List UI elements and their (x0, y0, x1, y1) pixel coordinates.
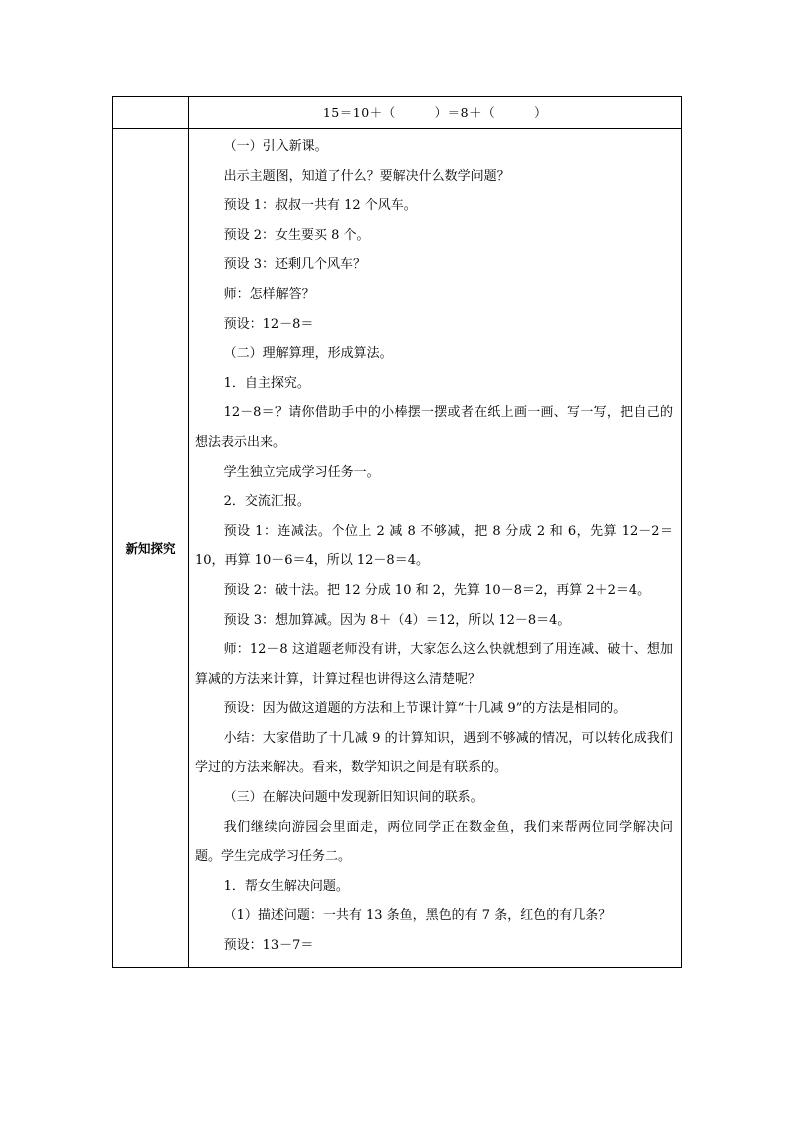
paragraph: 预设 2：破十法。把 12 分成 10 和 2，先算 10－8＝2，再算 2＋2＝4。 (223, 582, 651, 598)
paragraph: （三）在解决问题中发现新旧知识间的联系。 (223, 790, 484, 806)
paragraph: 预设 3：想加算减。因为 8＋（4）＝12，所以 12－8＝4。 (223, 612, 571, 628)
paragraph: 学生独立完成学习任务一。 (223, 464, 380, 480)
paragraph: 师：怎样解答？ (223, 286, 315, 302)
paragraph: 2．交流汇报。 (223, 494, 310, 510)
formula-cell: 15＝10＋（ ）＝8＋（ ） (189, 97, 682, 129)
paragraph: 预设：因为做这道题的方法和上节课计算“十几减 9”的方法是相同的。 (223, 701, 627, 717)
paragraph: （1）描述问题：一共有 13 条鱼，黑色的有 7 条，红色的有几条？ (223, 908, 612, 924)
section-label: 新知探究 (113, 129, 189, 968)
paragraph: 预设 2：女生要买 8 个。 (223, 227, 370, 243)
paragraph: 1．自主探究。 (223, 375, 310, 391)
paragraph: 出示主题图，知道了什么？要解决什么数学问题？ (223, 168, 510, 184)
paragraph: 1．帮女生解决问题。 (223, 878, 349, 894)
paragraph: 预设 1：连减法。个位上 2 减 8 不够减，把 8 分成 2 和 6，先算 12－2＝10，再算 10－6＝4，所以 12－8＝4。 (195, 523, 673, 569)
paragraph: 预设 1：叔叔一共有 12 个风车。 (223, 198, 417, 214)
paragraph: 师：12－8 这道题老师没有讲，大家怎么这么快就想到了用连减、破十、想加算减的方法来计算，计算过程也讲得这么清楚呢？ (195, 642, 673, 687)
row-label-cell (113, 97, 189, 129)
paragraph: 我们继续向游园会里面走，两位同学正在数金鱼，我们来帮两位同学解决问题。学生完成学习任务二。 (195, 819, 673, 865)
paragraph: 预设：13－7＝ (223, 938, 314, 954)
table-row (113, 129, 682, 968)
lesson-plan-table (112, 96, 682, 968)
table-row (113, 97, 682, 129)
paragraph: （二）理解算理，形成算法。 (223, 346, 393, 362)
section-content (189, 129, 682, 968)
paragraph: （一）引入新课。 (223, 139, 328, 154)
paragraph: 预设：12－8＝ (223, 316, 314, 332)
paragraph: 小结：大家借助了十几减 9 的计算知识，遇到不够减的情况，可以转化成我们学过的方法来解决。看来，数学知识之间是有联系的。 (195, 730, 673, 776)
paragraph: 预设 3：还剩几个风车？ (223, 257, 366, 273)
paragraph: 12－8＝？请你借助手中的小棒摆一摆或者在纸上画一画、写一写，把自己的想法表示出来。 (195, 405, 673, 450)
